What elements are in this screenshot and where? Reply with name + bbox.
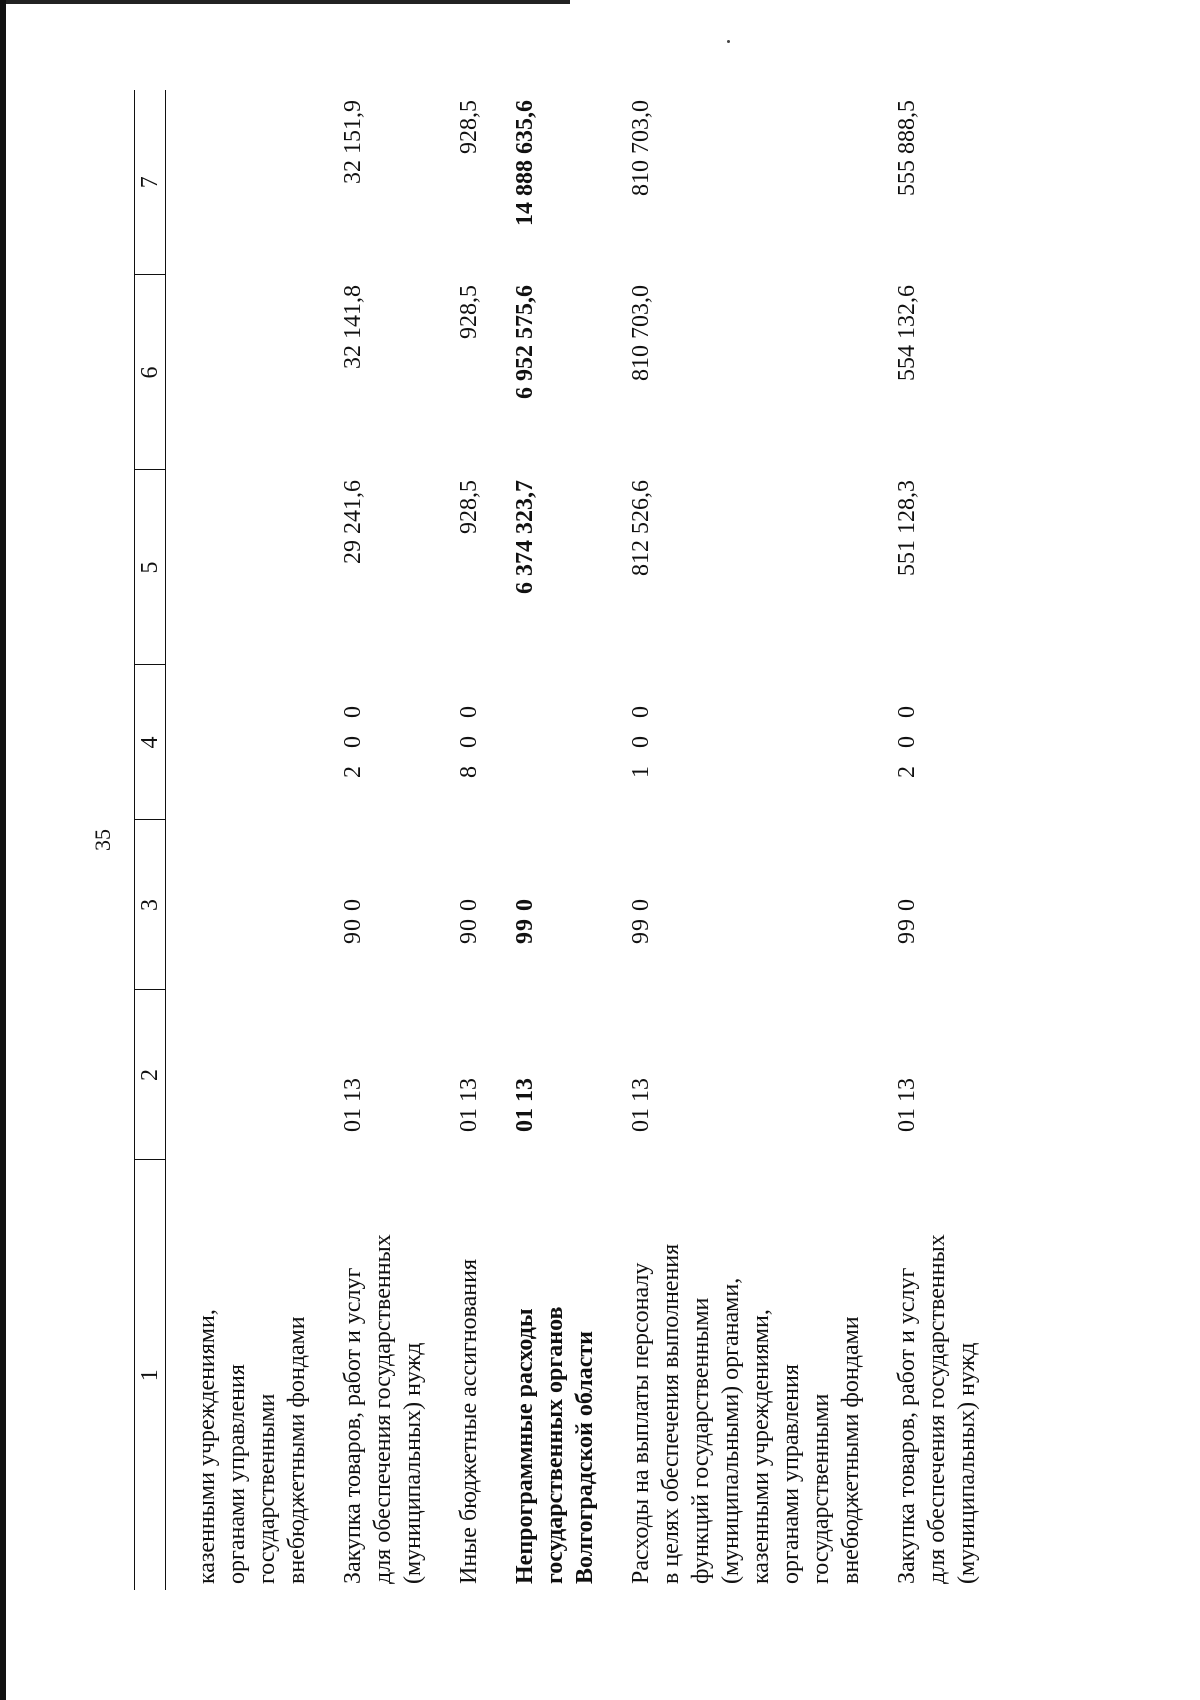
page-number: 35 (90, 829, 115, 851)
row-name-line: казенными учреждениями, (194, 1309, 220, 1584)
budget-table-container (134, 90, 982, 1590)
row-name-cell (192, 1160, 312, 1590)
row-name-line: (муниципальных) нужд (400, 1342, 426, 1584)
row-name-line: внебюджетными фондами (284, 1316, 310, 1584)
amount-year3-cell: 32 151,9 (340, 100, 366, 184)
table-row (510, 90, 600, 1590)
amount-year1-cell: 928,5 (456, 480, 482, 534)
amount-year2-cell: 810 703,0 (628, 285, 654, 381)
section-code-cell: 01 13 (340, 1078, 366, 1132)
row-name-line: органами управления (778, 1364, 804, 1584)
header-col-1: 1 (135, 1160, 166, 1590)
row-name-line: функций государственными (688, 1297, 714, 1584)
row-spacer-cell (312, 90, 338, 1590)
amount-year1-cell: 6 374 323,7 (512, 480, 538, 594)
amount-year2-cell: 32 141,8 (340, 285, 366, 369)
amount-year2-cell: 554 132,6 (894, 285, 920, 381)
section-code-cell (192, 990, 312, 1160)
row-name-line: государственными (808, 1393, 834, 1584)
row-spacer (428, 90, 454, 1590)
header-col-6: 6 (135, 275, 166, 470)
table-body (166, 90, 983, 1590)
scan-edge-left (0, 0, 6, 1700)
budget-table (134, 90, 982, 1590)
section-code-cell: 01 13 (894, 1078, 920, 1132)
header-col-7: 7 (135, 90, 166, 275)
amount-year1-cell: 812 526,6 (628, 480, 654, 576)
target-article-cell: 99 0 (628, 898, 654, 944)
expense-type-cell (192, 665, 312, 820)
row-name-cell (454, 1160, 484, 1590)
table-row (192, 90, 312, 1590)
row-spacer (600, 90, 626, 1590)
header-col-4: 4 (135, 665, 166, 820)
row-name-line: для обеспечения государственных (924, 1234, 950, 1584)
section-code-cell: 01 13 (512, 1078, 538, 1132)
expense-type-cell (510, 665, 600, 820)
row-spacer (312, 90, 338, 1590)
row-name-line: государственных органов (542, 1306, 568, 1584)
row-name-line: Закупка товаров, работ и услуг (340, 1267, 366, 1584)
amount-year2-cell: 928,5 (456, 285, 482, 339)
amount-year3-cell (192, 90, 312, 275)
row-name-cell (510, 1160, 600, 1590)
target-article-cell: 90 0 (340, 898, 366, 944)
amount-year3-cell: 14 888 635,6 (512, 100, 538, 226)
row-name-cell (626, 1160, 866, 1590)
row-name-line: Волгоградской области (572, 1331, 598, 1584)
target-article-cell (192, 820, 312, 990)
target-article-cell: 99 0 (512, 898, 538, 944)
amount-year2-cell (192, 275, 312, 470)
row-name-line: (муниципальными) органами, (718, 1277, 744, 1584)
target-article-cell: 99 0 (894, 898, 920, 944)
amount-year2-cell: 6 952 575,6 (512, 285, 538, 399)
row-name-cell (338, 1160, 428, 1590)
expense-type-cell: 8 0 0 (456, 700, 482, 778)
rotated-page (90, 90, 1090, 1590)
header-col-3: 3 (135, 820, 166, 990)
amount-year1-cell: 29 241,6 (340, 480, 366, 564)
row-name-line: Иные бюджетные ассигнования (456, 1259, 482, 1584)
section-code-cell: 01 13 (456, 1078, 482, 1132)
table-row (454, 90, 484, 1590)
table-row (892, 90, 982, 1590)
row-name-cell (892, 1160, 982, 1590)
row-spacer-cell (600, 90, 626, 1590)
table-row (338, 90, 428, 1590)
amount-year3-cell: 928,5 (456, 100, 482, 154)
amount-year1-cell: 551 128,3 (894, 480, 920, 576)
row-name-line: органами управления (224, 1364, 250, 1584)
row-name-line: Закупка товаров, работ и услуг (894, 1267, 920, 1584)
row-spacer-cell (484, 90, 510, 1590)
row-name-line: Расходы на выплаты персоналу (628, 1262, 654, 1584)
scan-speck (727, 40, 730, 43)
row-name-line: для обеспечения государственных (370, 1234, 396, 1584)
header-col-5: 5 (135, 470, 166, 665)
row-name-line: государственными (254, 1393, 280, 1584)
row-spacer (484, 90, 510, 1590)
target-article-cell: 90 0 (456, 898, 482, 944)
amount-year3-cell: 555 888,5 (894, 100, 920, 196)
amount-year1-cell (192, 470, 312, 665)
expense-type-cell: 1 0 0 (628, 700, 654, 778)
row-name-line: внебюджетными фондами (838, 1316, 864, 1584)
row-spacer-cell (166, 90, 193, 1590)
row-spacer-cell (866, 90, 892, 1590)
section-code-cell: 01 13 (628, 1078, 654, 1132)
row-spacer-cell (428, 90, 454, 1590)
expense-type-cell: 2 0 0 (340, 700, 366, 778)
table-row (626, 90, 866, 1590)
table-header-row (135, 90, 166, 1590)
scan-edge-top (0, 0, 570, 4)
row-name-line: (муниципальных) нужд (954, 1342, 980, 1584)
row-spacer (866, 90, 892, 1590)
row-name-line: в целях обеспечения выполнения (658, 1243, 684, 1584)
row-spacer (166, 90, 193, 1590)
amount-year3-cell: 810 703,0 (628, 100, 654, 196)
row-name-line: Непрограммные расходы (512, 1308, 538, 1584)
expense-type-cell: 2 0 0 (894, 700, 920, 778)
header-col-2: 2 (135, 990, 166, 1160)
row-name-line: казенными учреждениями, (748, 1309, 774, 1584)
